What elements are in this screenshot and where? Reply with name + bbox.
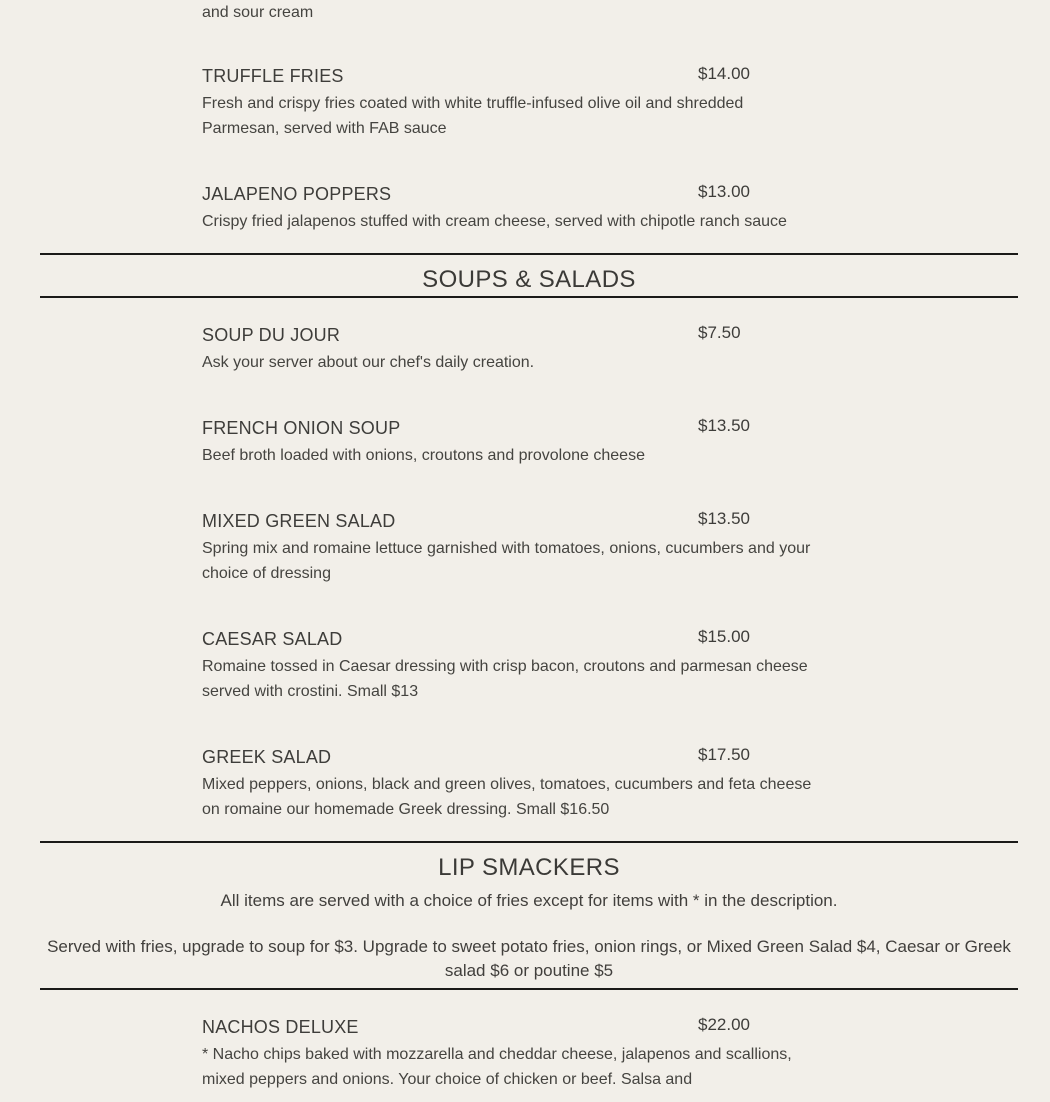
- menu-item: [40, 1015, 1018, 1092]
- menu-item-description: Fresh and crispy fries coated with white truffle-infused olive oil and shredded Parmesan, served with FAB sauce: [202, 95, 744, 137]
- menu-item-head: [202, 745, 1018, 769]
- section-header: [40, 841, 1018, 990]
- menu-item-name: SOUP DU JOUR: [202, 325, 341, 345]
- menu-item-head: [202, 182, 1018, 206]
- menu-item: [40, 627, 1018, 704]
- menu-item-name: TRUFFLE FRIES: [202, 66, 344, 86]
- menu-item-name: CAESAR SALAD: [202, 629, 343, 649]
- menu-item-name: JALAPENO POPPERS: [202, 184, 392, 204]
- menu-item-partial: [40, 2, 1018, 23]
- menu-item-price: $13.50: [698, 416, 750, 435]
- menu-item-price: $14.00: [698, 64, 750, 83]
- menu-item: [40, 416, 1018, 468]
- menu-item-price: $15.00: [698, 627, 750, 646]
- menu-item-description: and sour cream: [202, 4, 314, 21]
- menu-item-price: $13.00: [698, 182, 750, 201]
- menu-item-price: $22.00: [698, 1015, 750, 1034]
- menu-item-name: FRENCH ONION SOUP: [202, 418, 401, 438]
- menu-item-price: $7.50: [698, 323, 741, 342]
- menu-item-head: [202, 323, 1018, 347]
- menu-item-description: Romaine tossed in Caesar dressing with crisp bacon, croutons and parmesan cheese served with crostini. Small $13: [202, 658, 808, 700]
- menu-item-head: [202, 1015, 1018, 1039]
- menu-list: [40, 0, 1018, 1092]
- section-header: [40, 253, 1018, 298]
- menu-item: [40, 509, 1018, 586]
- menu-item-name: GREEK SALAD: [202, 747, 332, 767]
- menu-item: [40, 745, 1018, 822]
- menu-item-head: [202, 416, 1018, 440]
- menu-item-description: Ask your server about our chef's daily creation.: [202, 354, 535, 371]
- menu-item-head: [202, 64, 1018, 88]
- menu-item-description: Beef broth loaded with onions, croutons and provolone cheese: [202, 447, 645, 464]
- menu-item-description: Mixed peppers, onions, black and green olives, tomatoes, cucumbers and feta cheese on romaine our homemade Greek dressing. Small $16.50: [202, 776, 812, 818]
- menu-item-name: MIXED GREEN SALAD: [202, 511, 396, 531]
- menu-item-description: Crispy fried jalapenos stuffed with cream cheese, served with chipotle ranch sauce: [202, 213, 787, 230]
- section-title: SOUPS & SALADS: [422, 266, 636, 293]
- section-note: Served with fries, upgrade to soup for $3. Upgrade to sweet potato fries, onion rings, or Mixed Green Salad $4, Caesar or Greek salad $6 or poutine $5: [47, 937, 1011, 980]
- menu-item-head: [202, 509, 1018, 533]
- menu-item-price: $17.50: [698, 745, 750, 764]
- menu-item: [40, 182, 1018, 234]
- menu-item-description: Spring mix and romaine lettuce garnished with tomatoes, onions, cucumbers and your choice of dressing: [202, 540, 811, 582]
- section-title: LIP SMACKERS: [438, 854, 620, 881]
- menu-item-head: [202, 627, 1018, 651]
- menu-item-name: NACHOS DELUXE: [202, 1017, 359, 1037]
- menu-item-description: * Nacho chips baked with mozzarella and cheddar cheese, jalapenos and scallions, mixed peppers and onions. Your choice of chicken or beef. Salsa and: [202, 1046, 792, 1088]
- menu-item-price: $13.50: [698, 509, 750, 528]
- menu-item: [40, 64, 1018, 141]
- section-note: All items are served with a choice of fries except for items with * in the description.: [220, 891, 838, 910]
- menu-item: [40, 323, 1018, 375]
